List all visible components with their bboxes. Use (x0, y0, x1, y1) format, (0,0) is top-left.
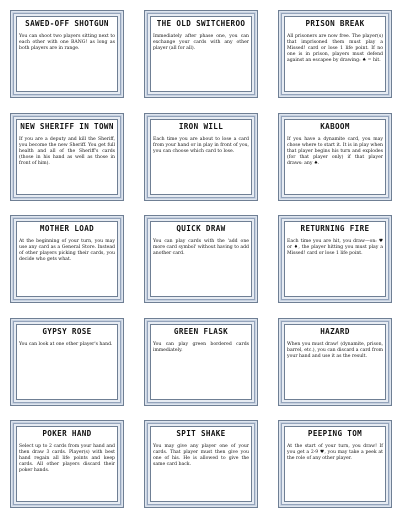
card-text: If you are a deputy and kill the Sheriff, you become the new Sheriff. You get full health and all of the Sheriff's cards (those in his hand as well as those in front of him). (19, 136, 115, 166)
card-text: At the beginning of your turn, you may use any card as a General Store. Instead of other players picking their cards, you decide who gets what. (19, 239, 115, 263)
card-text: Select up to 2 cards from your hand and then draw 3 cards. Player(s) with best hand regain all life points and keep cards. All other players discard their poker hands. (19, 444, 115, 474)
card-text: Each time you are about to lose a card from your hand or in play in front of you, you can choose which card to lose. (153, 136, 249, 154)
card-title: GYPSY ROSE (42, 326, 92, 336)
card-title: IRON WILL (178, 121, 224, 131)
card-text: Each time you are hit, you draw—on: ♥ or ♦, the player hitting you must play a Missed! card or lose 1 life point. (287, 239, 383, 257)
card-text: When you must draw! (dynamite, prison, barrel, etc.), you can discard a card from your hand and use it as the result. (287, 341, 383, 359)
card-text: You can shoot two players sitting next to each other with one BANG! as long as both players are in range. (19, 34, 115, 52)
card-grid (10, 10, 392, 508)
card-the-old-switcheroo[interactable] (144, 10, 258, 98)
card-title: KABOOM (320, 121, 350, 131)
card-title: SPIT SHAKE (176, 429, 226, 438)
card-peeping-tom[interactable] (278, 420, 392, 508)
card-kaboom[interactable] (278, 113, 392, 201)
card-mother-load[interactable] (10, 215, 124, 303)
card-title: GREEN FLASK (173, 326, 229, 336)
card-title: MOTHER LOAD (39, 224, 95, 233)
card-quick-draw[interactable] (144, 215, 258, 303)
card-title: HAZARD (320, 326, 350, 336)
card-text: You may give any player one of your cards. That player must then give you one of his. He is allowed to give the same card back. (153, 444, 249, 468)
card-title: PEEPING TOM (307, 429, 363, 438)
card-sawed-off-shotgun[interactable] (10, 10, 124, 98)
card-title: QUICK DRAW (176, 224, 226, 233)
card-text: You can look at one other player's hand. (19, 341, 113, 347)
card-text: At the start of your turn, you draw! If you get a 2-9 ♥, you may take a peek at the role of any other player. (287, 444, 383, 462)
card-text: You can play cards with the 'add one more card symbol' without having to add another card. (153, 239, 249, 257)
card-text: All prisoners are now free. The player(s) that imprisoned them must play a Missed! card or lose 1 life point. If no one is in prison, players must defend against an escapee by drawing: ♠ = hit. (287, 34, 383, 64)
card-text: If you have a dynamite card, you may chose where to start it. It is in play when that player begins his turn and explodes (for that player only) if that player draws: any ♠. (287, 136, 383, 166)
card-text: You can play green bordered cards immediately. (153, 341, 249, 353)
card-title: PRISON BREAK (305, 19, 365, 28)
card-title: THE OLD SWITCHEROO (156, 19, 246, 28)
card-title: SAWED-OFF SHOTGUN (25, 19, 109, 28)
card-gypsy-rose[interactable] (10, 318, 124, 406)
card-text: Immediately after phase one, you can exchange your cards with any other player (all for all). (153, 34, 249, 52)
card-green-flask[interactable] (144, 318, 258, 406)
card-returning-fire[interactable] (278, 215, 392, 303)
card-prison-break[interactable] (278, 10, 392, 98)
card-title: RETURNING FIRE (300, 224, 370, 233)
card-spit-shake[interactable] (144, 420, 258, 508)
card-title: POKER HAND (42, 429, 92, 438)
card-iron-will[interactable] (144, 113, 258, 201)
card-poker-hand[interactable] (10, 420, 124, 508)
card-hazard[interactable] (278, 318, 392, 406)
card-new-sheriff-in-town[interactable] (10, 113, 124, 201)
card-title: NEW SHERIFF IN TOWN (20, 121, 114, 131)
